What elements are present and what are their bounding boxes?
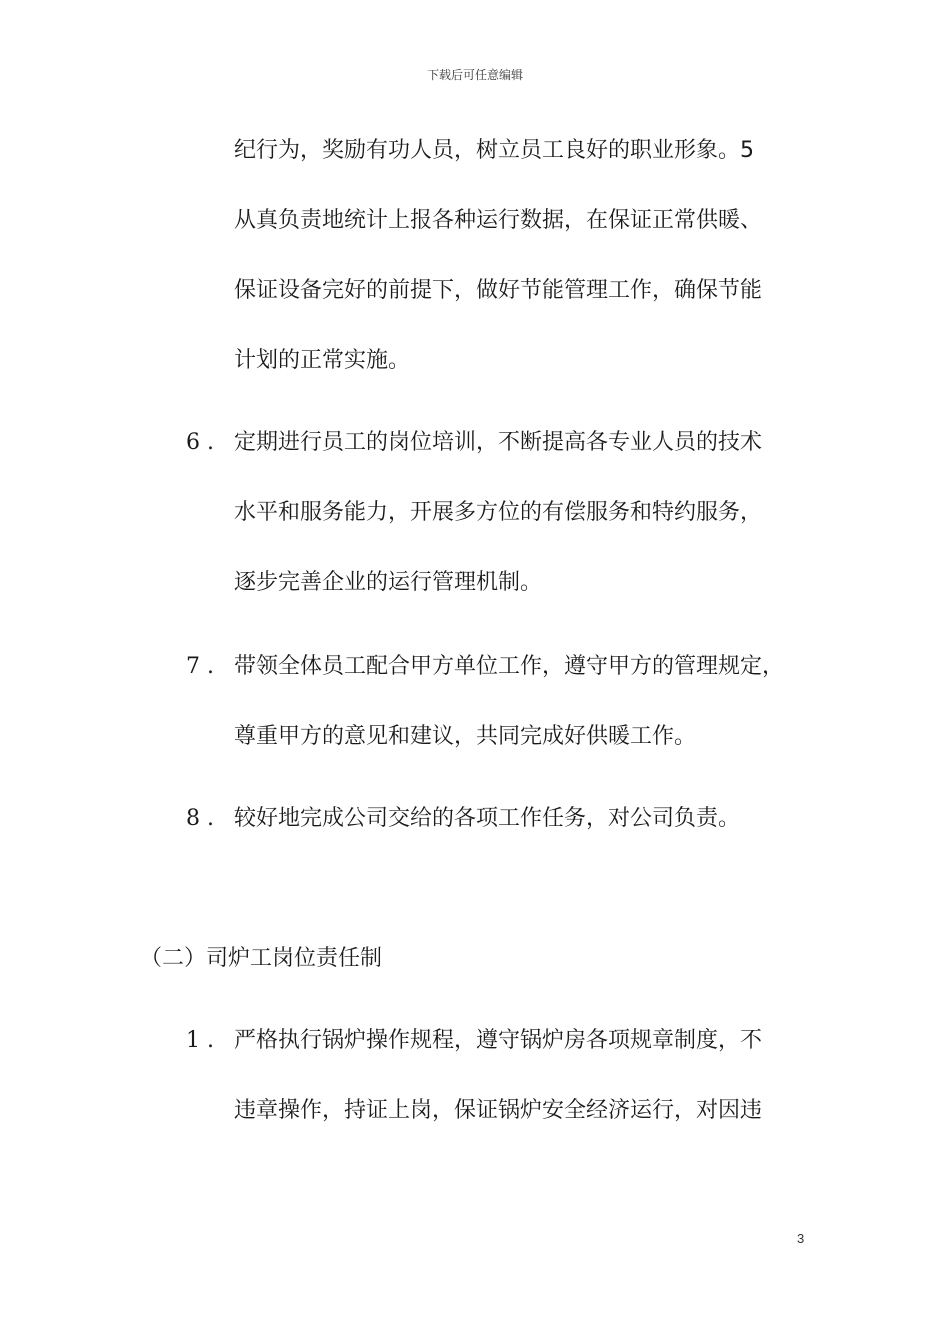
page-number: 3 [797, 1231, 805, 1246]
list-item-line: 定期进行员工的岗位培训，不断提高各专业人员的技术 [234, 430, 763, 455]
paragraph-line: 计划的正常实施。 [234, 348, 411, 373]
list-item-line: 较好地完成公司交给的各项工作任务，对公司负责。 [234, 806, 741, 831]
list-item-number: 1 . [186, 1028, 214, 1053]
list-item-line: 违章操作，持证上岗，保证锅炉安全经济运行，对因违 [234, 1098, 763, 1123]
paragraph-line: 纪行为，奖励有功人员，树立员工良好的职业形象。5 [234, 138, 754, 163]
list-item-line: 尊重甲方的意见和建议，共同完成好供暖工作。 [234, 724, 697, 749]
list-item-number: 8 . [186, 806, 214, 831]
section-heading: （二）司炉工岗位责任制 [140, 946, 383, 971]
list-item-line: 严格执行锅炉操作规程，遵守锅炉房各项规章制度，不 [234, 1028, 763, 1053]
list-item-number: 7 . [186, 654, 214, 679]
paragraph-line: 从真负责地统计上报各种运行数据，在保证正常供暖、 [234, 208, 763, 233]
paragraph-line: 保证设备完好的前提下，做好节能管理工作，确保节能 [234, 278, 763, 303]
list-item-line: 带领全体员工配合甲方单位工作，遵守甲方的管理规定， [234, 654, 785, 679]
list-item-line: 逐步完善企业的运行管理机制。 [234, 570, 543, 595]
list-item-line: 水平和服务能力，开展多方位的有偿服务和特约服务， [234, 500, 763, 525]
page-header: 下载后可任意编辑 [426, 68, 523, 82]
list-item-number: 6 . [186, 430, 214, 455]
